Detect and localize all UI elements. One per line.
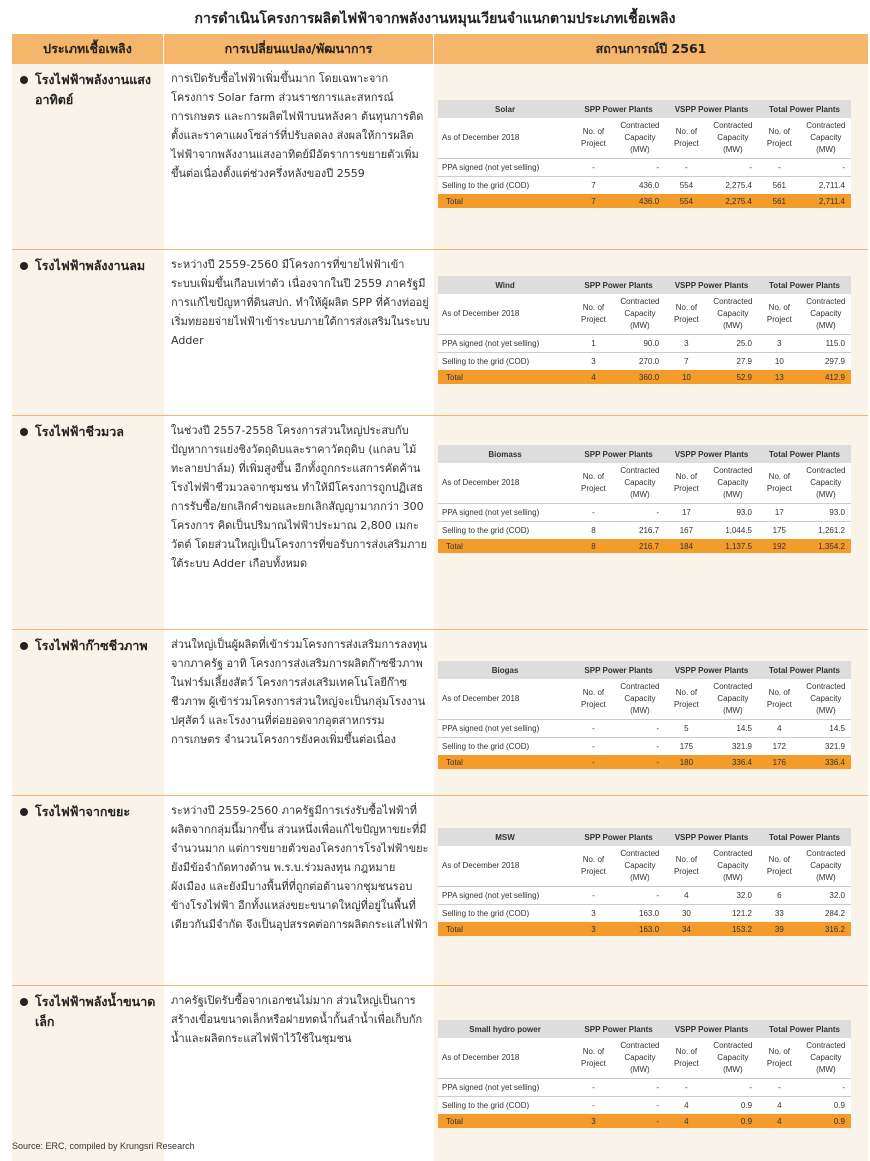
table-cell: 14.5 xyxy=(801,719,851,737)
table-cell: 360.0 xyxy=(615,370,665,384)
cod-row xyxy=(438,176,851,194)
table-head-row xyxy=(438,661,851,679)
table-cell: 1,137.5 xyxy=(708,539,758,553)
table-title: MSW xyxy=(438,828,572,846)
cod-row-label: Selling to the grid (COD) xyxy=(438,352,572,370)
table-cell: 554 xyxy=(665,176,708,194)
capacity-table xyxy=(438,1020,851,1128)
table-cell: 297.9 xyxy=(801,352,851,370)
table-cell: 52.9 xyxy=(708,370,758,384)
table-head-row xyxy=(438,445,851,463)
table-cell: 0.9 xyxy=(708,1114,758,1128)
bullet-icon xyxy=(20,76,28,84)
bullet-icon xyxy=(20,998,28,1006)
header-change: การเปลี่ยนแปลง/พัฒนาการ xyxy=(164,34,434,64)
table-cell: - xyxy=(615,158,665,176)
capacity-label: Contracted Capacity (MW) xyxy=(615,463,665,503)
table-cell: 2,275.4 xyxy=(708,194,758,208)
capacity-label: Contracted Capacity (MW) xyxy=(801,1038,851,1078)
table-cell: 284.2 xyxy=(801,904,851,922)
table-subhead-row xyxy=(438,463,851,503)
table-cell: 4 xyxy=(665,886,708,904)
fuel-type-cell xyxy=(12,64,164,249)
fuel-type-cell xyxy=(12,416,164,629)
status-cell xyxy=(434,630,868,795)
table-title: Biogas xyxy=(438,661,572,679)
no-project-label: No. of Project xyxy=(758,846,801,886)
fuel-type-name: โรงไฟฟ้าพลังงานลม xyxy=(35,258,146,273)
table-cell: - xyxy=(572,1078,615,1096)
capacity-label: Contracted Capacity (MW) xyxy=(708,1038,758,1078)
fuel-type-name: โรงไฟฟ้าพลังงานแสงอาทิตย์ xyxy=(35,72,151,107)
table-cell: - xyxy=(758,1078,801,1096)
table-cell: 561 xyxy=(758,176,801,194)
table-subhead-row xyxy=(438,1038,851,1078)
cod-row-label: Selling to the grid (COD) xyxy=(438,904,572,922)
table-cell: 3 xyxy=(572,922,615,936)
table-cell: 316.2 xyxy=(801,922,851,936)
table-cell: 412.9 xyxy=(801,370,851,384)
capacity-label: Contracted Capacity (MW) xyxy=(615,118,665,158)
vspp-header: VSPP Power Plants xyxy=(665,1020,758,1038)
table-head-row xyxy=(438,1020,851,1038)
capacity-table xyxy=(438,445,851,553)
ppa-row xyxy=(438,886,851,904)
capacity-table xyxy=(438,828,851,936)
table-cell: - xyxy=(572,1096,615,1114)
table-title: Wind xyxy=(438,276,572,294)
cod-row xyxy=(438,904,851,922)
ppa-row-label: PPA signed (not yet selling) xyxy=(438,886,572,904)
table-subhead-row xyxy=(438,679,851,719)
table-cell: 39 xyxy=(758,922,801,936)
table-cell: 2,711.4 xyxy=(801,176,851,194)
capacity-label: Contracted Capacity (MW) xyxy=(801,118,851,158)
document-title: การดำเนินโครงการผลิตไฟฟ้าจากพลังงานหมุนเวียนจำแนกตามประเภทเชื้อเพลิง xyxy=(194,11,676,27)
as-of-label: As of December 2018 xyxy=(438,463,572,503)
table-cell: - xyxy=(801,1078,851,1096)
status-cell xyxy=(434,250,868,415)
fuel-description: ในช่วงปี 2557-2558 โครงการส่วนใหญ่ประสบกับปัญหาการแย่งชิงวัตถุดิบและราคาวัตถุดิบ (แกลบ ไม้ ทะลายปาล์ม) ที่เพิ่มสูงขึ้น อีกทั้งถูกกระแสการคัดค้านโรงไฟฟ้าชีวมวลจากชุมชน ทำให้มีโครงการถูกปฏิเสธการรับซื้อ/ยกเลิกคำขอและยกเลิกสัญญามากกว่า 300 โครงการ คิดเป็นปริมาณไฟฟ้าประมาณ 2,800 เมกะวัตต์ โดยส่วนใหญ่เป็นโครงการที่ขอรับการส่งเสริมภายใต้ระบบ Adder เกือบทั้งหมด xyxy=(164,416,434,629)
ppa-row xyxy=(438,1078,851,1096)
capacity-label: Contracted Capacity (MW) xyxy=(615,679,665,719)
table-cell: 336.4 xyxy=(801,755,851,769)
table-cell: 93.0 xyxy=(801,503,851,521)
table-cell: 121.2 xyxy=(708,904,758,922)
table-cell: 2,711.4 xyxy=(801,194,851,208)
table-cell: 90.0 xyxy=(615,334,665,352)
table-cell: 14.5 xyxy=(708,719,758,737)
capacity-table xyxy=(438,100,851,208)
spp-header: SPP Power Plants xyxy=(572,276,665,294)
cod-row xyxy=(438,1096,851,1114)
vspp-header: VSPP Power Plants xyxy=(665,276,758,294)
cod-row-label: Selling to the grid (COD) xyxy=(438,1096,572,1114)
table-cell: 184 xyxy=(665,539,708,553)
status-cell xyxy=(434,64,868,249)
total-row xyxy=(438,1114,851,1128)
table-cell: 5 xyxy=(665,719,708,737)
no-project-label: No. of Project xyxy=(758,463,801,503)
table-cell: - xyxy=(615,1114,665,1128)
table-cell: 6 xyxy=(758,886,801,904)
table-cell: 33 xyxy=(758,904,801,922)
table-cell: - xyxy=(615,886,665,904)
table-cell: - xyxy=(665,1078,708,1096)
total-row-label: Total xyxy=(438,1114,572,1128)
table-cell: 0.9 xyxy=(801,1114,851,1128)
table-cell: - xyxy=(758,158,801,176)
table-cell: 4 xyxy=(758,1096,801,1114)
table-cell: 3 xyxy=(572,904,615,922)
table-subhead-row xyxy=(438,118,851,158)
table-cell: 3 xyxy=(572,352,615,370)
table-cell: - xyxy=(801,158,851,176)
table-cell: 176 xyxy=(758,755,801,769)
table-title: Small hydro power xyxy=(438,1020,572,1038)
section-5 xyxy=(12,796,868,986)
table-subhead-row xyxy=(438,846,851,886)
table-cell: 180 xyxy=(665,755,708,769)
fuel-description: การเปิดรับซื้อไฟฟ้าเพิ่มขึ้นมาก โดยเฉพาะจากโครงการ Solar farm ส่วนราชการและสหกรณ์การเกษตร และการผลิตไฟฟ้าบนหลังคา ต้นทุนการติดตั้งและราคาแผงโซล่าร์ที่ปรับลดลง ส่งผลให้การผลิตไฟฟ้าจากพลังงานแสงอาทิตย์มีอัตราการขยายตัวเพิ่มขึ้นต่อเนื่องตั้งแต่ช่วงครึ่งหลังของปี 2559 xyxy=(164,64,434,249)
table-cell: 17 xyxy=(758,503,801,521)
table-head-row xyxy=(438,828,851,846)
table-cell: 8 xyxy=(572,539,615,553)
total-header: Total Power Plants xyxy=(758,828,851,846)
bullet-icon xyxy=(20,642,28,650)
table-cell: 4 xyxy=(665,1096,708,1114)
cod-row-label: Selling to the grid (COD) xyxy=(438,176,572,194)
table-cell: 153.2 xyxy=(708,922,758,936)
spp-header: SPP Power Plants xyxy=(572,445,665,463)
no-project-label: No. of Project xyxy=(572,1038,615,1078)
fuel-type-name: โรงไฟฟ้าชีวมวล xyxy=(35,424,124,439)
table-cell: 30 xyxy=(665,904,708,922)
capacity-label: Contracted Capacity (MW) xyxy=(708,118,758,158)
table-head-row xyxy=(438,100,851,118)
as-of-label: As of December 2018 xyxy=(438,294,572,334)
table-cell: 0.9 xyxy=(708,1096,758,1114)
table-cell: 3 xyxy=(758,334,801,352)
total-header: Total Power Plants xyxy=(758,276,851,294)
capacity-table xyxy=(438,276,851,384)
cod-row xyxy=(438,737,851,755)
table-cell: 93.0 xyxy=(708,503,758,521)
no-project-label: No. of Project xyxy=(665,463,708,503)
table-cell: - xyxy=(572,503,615,521)
table-cell: 10 xyxy=(665,370,708,384)
table-cell: 2,275.4 xyxy=(708,176,758,194)
ppa-row-label: PPA signed (not yet selling) xyxy=(438,719,572,737)
spp-header: SPP Power Plants xyxy=(572,828,665,846)
status-cell xyxy=(434,796,868,985)
table-cell: 270.0 xyxy=(615,352,665,370)
no-project-label: No. of Project xyxy=(758,118,801,158)
table-cell: 436.0 xyxy=(615,176,665,194)
vspp-header: VSPP Power Plants xyxy=(665,828,758,846)
table-cell: 175 xyxy=(665,737,708,755)
table-cell: 163.0 xyxy=(615,904,665,922)
no-project-label: No. of Project xyxy=(665,679,708,719)
table-cell: 554 xyxy=(665,194,708,208)
table-cell: - xyxy=(708,1078,758,1096)
table-cell: 192 xyxy=(758,539,801,553)
table-cell: - xyxy=(615,1096,665,1114)
table-cell: 436.0 xyxy=(615,194,665,208)
table-cell: 321.9 xyxy=(708,737,758,755)
table-cell: 3 xyxy=(665,334,708,352)
vspp-header: VSPP Power Plants xyxy=(665,661,758,679)
total-row xyxy=(438,539,851,553)
table-cell: - xyxy=(615,1078,665,1096)
capacity-label: Contracted Capacity (MW) xyxy=(615,846,665,886)
table-cell: 32.0 xyxy=(708,886,758,904)
section-2 xyxy=(12,250,868,416)
total-row-label: Total xyxy=(438,370,572,384)
table-subhead-row xyxy=(438,294,851,334)
fuel-type-cell xyxy=(12,250,164,415)
header-fuel-type: ประเภทเชื้อเพลิง xyxy=(12,34,164,64)
vspp-header: VSPP Power Plants xyxy=(665,445,758,463)
as-of-label: As of December 2018 xyxy=(438,846,572,886)
table-cell: 172 xyxy=(758,737,801,755)
section-1 xyxy=(12,64,868,250)
capacity-label: Contracted Capacity (MW) xyxy=(708,294,758,334)
table-title: Biomass xyxy=(438,445,572,463)
no-project-label: No. of Project xyxy=(572,294,615,334)
capacity-label: Contracted Capacity (MW) xyxy=(801,846,851,886)
status-cell xyxy=(434,986,868,1161)
fuel-type-cell xyxy=(12,796,164,985)
table-cell: 17 xyxy=(665,503,708,521)
table-cell: 4 xyxy=(665,1114,708,1128)
as-of-label: As of December 2018 xyxy=(438,118,572,158)
total-row xyxy=(438,755,851,769)
capacity-label: Contracted Capacity (MW) xyxy=(708,679,758,719)
no-project-label: No. of Project xyxy=(758,1038,801,1078)
table-cell: 1 xyxy=(572,334,615,352)
no-project-label: No. of Project xyxy=(665,118,708,158)
table-cell: - xyxy=(708,158,758,176)
table-cell: 27.9 xyxy=(708,352,758,370)
capacity-label: Contracted Capacity (MW) xyxy=(801,294,851,334)
table-cell: 7 xyxy=(572,176,615,194)
total-row-label: Total xyxy=(438,755,572,769)
table-cell: 4 xyxy=(758,1114,801,1128)
capacity-label: Contracted Capacity (MW) xyxy=(615,294,665,334)
table-cell: 4 xyxy=(572,370,615,384)
capacity-label: Contracted Capacity (MW) xyxy=(615,1038,665,1078)
no-project-label: No. of Project xyxy=(572,846,615,886)
ppa-row-label: PPA signed (not yet selling) xyxy=(438,334,572,352)
table-cell: 25.0 xyxy=(708,334,758,352)
ppa-row-label: PPA signed (not yet selling) xyxy=(438,158,572,176)
total-header: Total Power Plants xyxy=(758,1020,851,1038)
total-row-label: Total xyxy=(438,194,572,208)
section-6 xyxy=(12,986,868,1161)
no-project-label: No. of Project xyxy=(665,846,708,886)
sections-container xyxy=(12,64,868,1161)
table-cell: 216.7 xyxy=(615,539,665,553)
fuel-type-name: โรงไฟฟ้าก๊าซชีวภาพ xyxy=(35,638,148,653)
no-project-label: No. of Project xyxy=(572,679,615,719)
total-row xyxy=(438,370,851,384)
header-status: สถานการณ์ปี 2561 xyxy=(595,41,707,56)
capacity-label: Contracted Capacity (MW) xyxy=(708,846,758,886)
table-cell: 0.9 xyxy=(801,1096,851,1114)
bullet-icon xyxy=(20,808,28,816)
total-header: Total Power Plants xyxy=(758,661,851,679)
no-project-label: No. of Project xyxy=(665,294,708,334)
section-3 xyxy=(12,416,868,630)
table-cell: - xyxy=(572,737,615,755)
total-row xyxy=(438,194,851,208)
table-cell: - xyxy=(572,158,615,176)
cod-row-label: Selling to the grid (COD) xyxy=(438,737,572,755)
capacity-label: Contracted Capacity (MW) xyxy=(708,463,758,503)
table-cell: 561 xyxy=(758,194,801,208)
capacity-label: Contracted Capacity (MW) xyxy=(801,679,851,719)
capacity-label: Contracted Capacity (MW) xyxy=(801,463,851,503)
ppa-row xyxy=(438,503,851,521)
table-cell: 8 xyxy=(572,521,615,539)
table-cell: 115.0 xyxy=(801,334,851,352)
table-cell: 167 xyxy=(665,521,708,539)
table-cell: 13 xyxy=(758,370,801,384)
table-cell: 7 xyxy=(572,194,615,208)
table-cell: 216.7 xyxy=(615,521,665,539)
table-cell: - xyxy=(615,503,665,521)
total-row-label: Total xyxy=(438,922,572,936)
total-header: Total Power Plants xyxy=(758,100,851,118)
ppa-row xyxy=(438,158,851,176)
table-cell: 10 xyxy=(758,352,801,370)
table-cell: 1,261.2 xyxy=(801,521,851,539)
spp-header: SPP Power Plants xyxy=(572,1020,665,1038)
total-row xyxy=(438,922,851,936)
fuel-type-name: โรงไฟฟ้าจากขยะ xyxy=(35,804,131,819)
table-cell: 321.9 xyxy=(801,737,851,755)
no-project-label: No. of Project xyxy=(665,1038,708,1078)
table-cell: 175 xyxy=(758,521,801,539)
no-project-label: No. of Project xyxy=(572,118,615,158)
fuel-type-name: โรงไฟฟ้าพลังน้ำขนาดเล็ก xyxy=(35,994,156,1029)
table-cell: 1,354.2 xyxy=(801,539,851,553)
spp-header: SPP Power Plants xyxy=(572,661,665,679)
status-cell xyxy=(434,416,868,629)
table-cell: - xyxy=(615,755,665,769)
spp-header: SPP Power Plants xyxy=(572,100,665,118)
table-title: Solar xyxy=(438,100,572,118)
bullet-icon xyxy=(20,428,28,436)
table-cell: 4 xyxy=(758,719,801,737)
table-cell: - xyxy=(572,719,615,737)
table-cell: - xyxy=(665,158,708,176)
capacity-table xyxy=(438,661,851,769)
table-header xyxy=(12,34,868,64)
table-cell: - xyxy=(615,737,665,755)
fuel-description: ภาครัฐเปิดรับซื้อจากเอกชนไม่มาก ส่วนใหญ่เป็นการสร้างเขื่อนขนาดเล็กหรือฝายทดน้ำกั้นลำน้ำเพื่อเก็บกักน้ำและผลิตกระแสไฟฟ้าไว้ใช้ในชุมชน xyxy=(164,986,434,1161)
table-head-row xyxy=(438,276,851,294)
table-cell: 32.0 xyxy=(801,886,851,904)
vspp-header: VSPP Power Plants xyxy=(665,100,758,118)
fuel-description: ส่วนใหญ่เป็นผู้ผลิตที่เข้าร่วมโครงการส่งเสริมการลงทุนจากภาครัฐ อาทิ โครงการส่งเสริมการผลิตก๊าซชีวภาพในฟาร์มเลี้ยงสัตว์ โครงการส่งเสริมเทคโนโลยีก๊าซชีวภาพ ผู้เข้าร่วมโครงการส่วนใหญ่จะเป็นกลุ่มโรงงานปศุสัตว์ และโรงงานที่ต่อยอดจากอุตสาหกรรมการเกษตร จำนวนโครงการยังคงเพิ่มขึ้นต่อเนื่อง xyxy=(164,630,434,795)
table-cell: - xyxy=(572,886,615,904)
total-row-label: Total xyxy=(438,539,572,553)
table-cell: - xyxy=(615,719,665,737)
ppa-row-label: PPA signed (not yet selling) xyxy=(438,503,572,521)
total-header: Total Power Plants xyxy=(758,445,851,463)
no-project-label: No. of Project xyxy=(758,294,801,334)
bullet-icon xyxy=(20,262,28,270)
cod-row xyxy=(438,352,851,370)
fuel-type-cell xyxy=(12,986,164,1161)
ppa-row-label: PPA signed (not yet selling) xyxy=(438,1078,572,1096)
fuel-description: ระหว่างปี 2559-2560 ภาครัฐมีการเร่งรับซื้อไฟฟ้าที่ผลิตจากกลุ่มนี้มากขึ้น ส่วนหนึ่งเพื่อแก้ไขปัญหาขยะที่มีจำนวนมาก แต่การขยายตัวของโครงการโรงไฟฟ้าขยะยังมีข้อจำกัดทางด้าน พ.ร.บ.ร่วมลงทุน กฎหมายผังเมือง และยังมีบางพื้นที่ที่ถูกต่อต้านจากชุมชนรอบข้างโรงไฟฟ้า อีกทั้งแหล่งขยะขนาดใหญ่ที่อยู่ในพื้นที่เดียวกันมีจำกัด จึงเป็นอุปสรรคต่อการผลิตกระแสไฟฟ้า xyxy=(164,796,434,985)
section-4 xyxy=(12,630,868,796)
table-cell: 1,044.5 xyxy=(708,521,758,539)
ppa-row xyxy=(438,719,851,737)
as-of-label: As of December 2018 xyxy=(438,1038,572,1078)
cod-row-label: Selling to the grid (COD) xyxy=(438,521,572,539)
table-cell: 7 xyxy=(665,352,708,370)
ppa-row xyxy=(438,334,851,352)
cod-row xyxy=(438,521,851,539)
no-project-label: No. of Project xyxy=(758,679,801,719)
table-cell: 34 xyxy=(665,922,708,936)
table-cell: - xyxy=(572,755,615,769)
fuel-description: ระหว่างปี 2559-2560 มีโครงการที่ขายไฟฟ้าเข้าระบบเพิ่มขึ้นเกือบเท่าตัว เนื่องจากในปี 2559 ภาครัฐมีการแก้ไขปัญหาที่ดินสปก. ทำให้ผู้ผลิต SPP ที่ค้างท่ออยู่เริ่มทยอยจ่ายไฟฟ้าเข้าระบบภายใต้การส่งเสริมในระบบ Adder xyxy=(164,250,434,415)
source-note: Source: ERC, compiled by Krungsri Research xyxy=(12,1141,195,1151)
table-cell: 163.0 xyxy=(615,922,665,936)
no-project-label: No. of Project xyxy=(572,463,615,503)
fuel-type-cell xyxy=(12,630,164,795)
main-table xyxy=(12,34,868,1161)
table-cell: 336.4 xyxy=(708,755,758,769)
as-of-label: As of December 2018 xyxy=(438,679,572,719)
table-cell: 3 xyxy=(572,1114,615,1128)
